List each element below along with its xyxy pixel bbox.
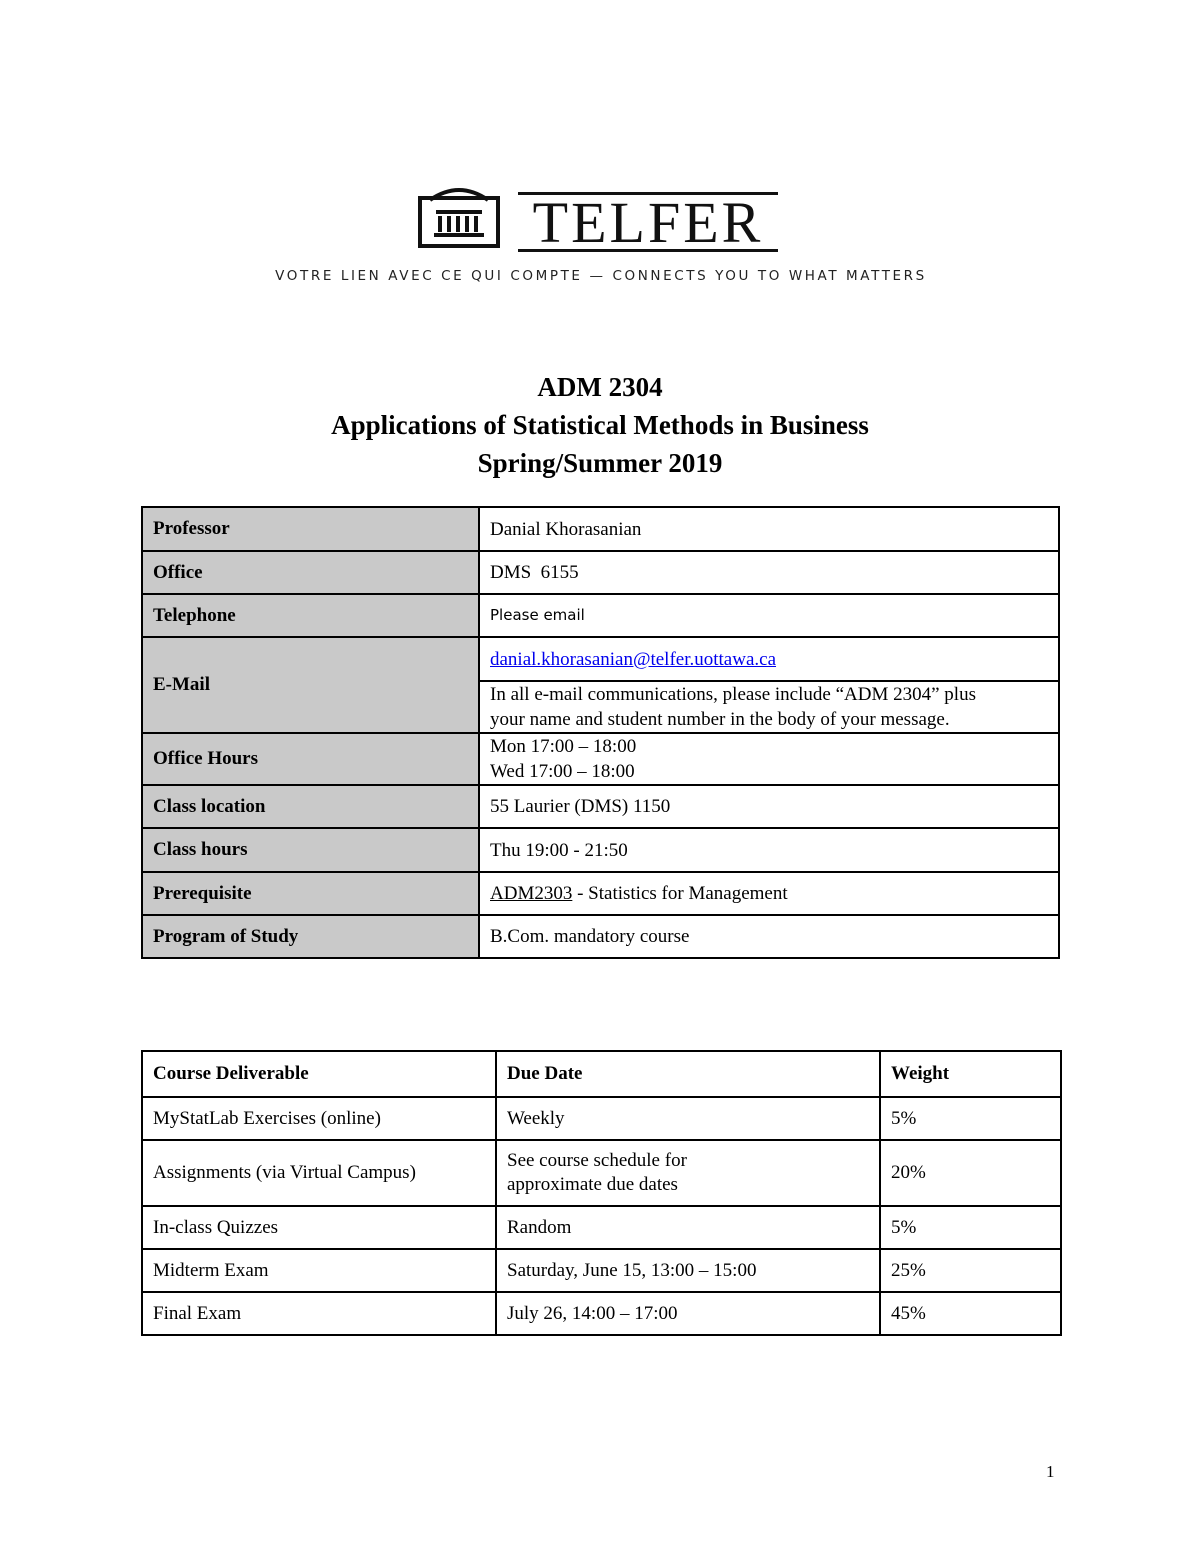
deliverable-due: Weekly [496,1097,880,1140]
email-link[interactable]: danial.khorasanian@telfer.uottawa.ca [490,648,777,670]
building-columns-icon [418,182,500,248]
deliverable-weight: 5% [880,1206,1061,1249]
email-note-line2: your name and student number in the body of your message. [490,709,950,730]
table-row [142,733,1059,785]
prerequisite-course-title: - Statistics for Management [572,883,788,904]
program-value: B.Com. mandatory course [479,915,1059,958]
telephone-value: Please email [479,594,1059,637]
class-location-label: Class location [142,785,479,828]
course-code: ADM 2304 [537,372,663,402]
table-row [142,1140,1061,1206]
telephone-label: Telephone [142,594,479,637]
table-row [142,507,1059,551]
deliverable-weight: 5% [880,1097,1061,1140]
class-hours-value: Thu 19:00 - 21:50 [479,828,1059,872]
table-row [142,551,1059,594]
course-info-table [141,506,1060,959]
table-row [142,915,1059,958]
deliverable-weight: 20% [880,1140,1061,1206]
page-number: 1 [1046,1462,1055,1481]
deliverable-item: Midterm Exam [142,1249,496,1292]
table-row [142,828,1059,872]
logo-tagline: VOTRE LIEN AVEC CE QUI COMPTE — CONNECTS YOU TO WHAT MATTERS [275,268,927,284]
professor-value: Danial Khorasanian [479,507,1059,551]
header-weight: Weight [880,1051,1061,1097]
deliverable-item: Assignments (via Virtual Campus) [142,1140,496,1206]
deliverable-weight: 25% [880,1249,1061,1292]
prerequisite-value [479,872,1059,915]
deliverable-due-line1: See course schedule for [507,1150,687,1171]
header-due-date: Due Date [496,1051,880,1097]
professor-label: Professor [142,507,479,551]
table-row [142,872,1059,915]
deliverable-item: MyStatLab Exercises (online) [142,1097,496,1140]
office-hours-line2: Wed 17:00 – 18:00 [490,761,635,782]
office-value: DMS 6155 [479,551,1059,594]
deliverable-item: In-class Quizzes [142,1206,496,1249]
deliverable-due: Random [496,1206,880,1249]
deliverable-weight: 45% [880,1292,1061,1335]
deliverable-due: July 26, 14:00 – 17:00 [496,1292,880,1335]
email-note-line1: In all e-mail communications, please include “ADM 2304” plus [490,684,976,705]
office-hours-label: Office Hours [142,733,479,785]
class-location-value: 55 Laurier (DMS) 1150 [479,785,1059,828]
course-name: Applications of Statistical Methods in Business [331,410,869,440]
deliverable-due [496,1140,880,1206]
deliverables-table [141,1050,1062,1336]
deliverable-due-line2: approximate due dates [507,1174,678,1195]
table-row [142,1097,1061,1140]
course-title-block [0,368,1200,482]
logo-wordmark: TELFER [518,192,778,252]
program-label: Program of Study [142,915,479,958]
email-label: E-Mail [142,637,479,733]
email-cell [479,637,1059,681]
telfer-logo [218,180,984,290]
deliverable-due: Saturday, June 15, 13:00 – 15:00 [496,1249,880,1292]
email-note [479,681,1059,733]
office-hours-value [479,733,1059,785]
prerequisite-label: Prerequisite [142,872,479,915]
table-row [142,1206,1061,1249]
prerequisite-course-link[interactable]: ADM2303 [490,883,573,904]
class-hours-label: Class hours [142,828,479,872]
course-term: Spring/Summer 2019 [477,448,723,478]
table-row [142,637,1059,681]
table-row [142,785,1059,828]
office-hours-line1: Mon 17:00 – 18:00 [490,736,637,757]
header-deliverable: Course Deliverable [142,1051,496,1097]
deliverable-item: Final Exam [142,1292,496,1335]
table-row [142,594,1059,637]
office-label: Office [142,551,479,594]
table-row [142,1249,1061,1292]
table-header-row [142,1051,1061,1097]
table-row [142,1292,1061,1335]
